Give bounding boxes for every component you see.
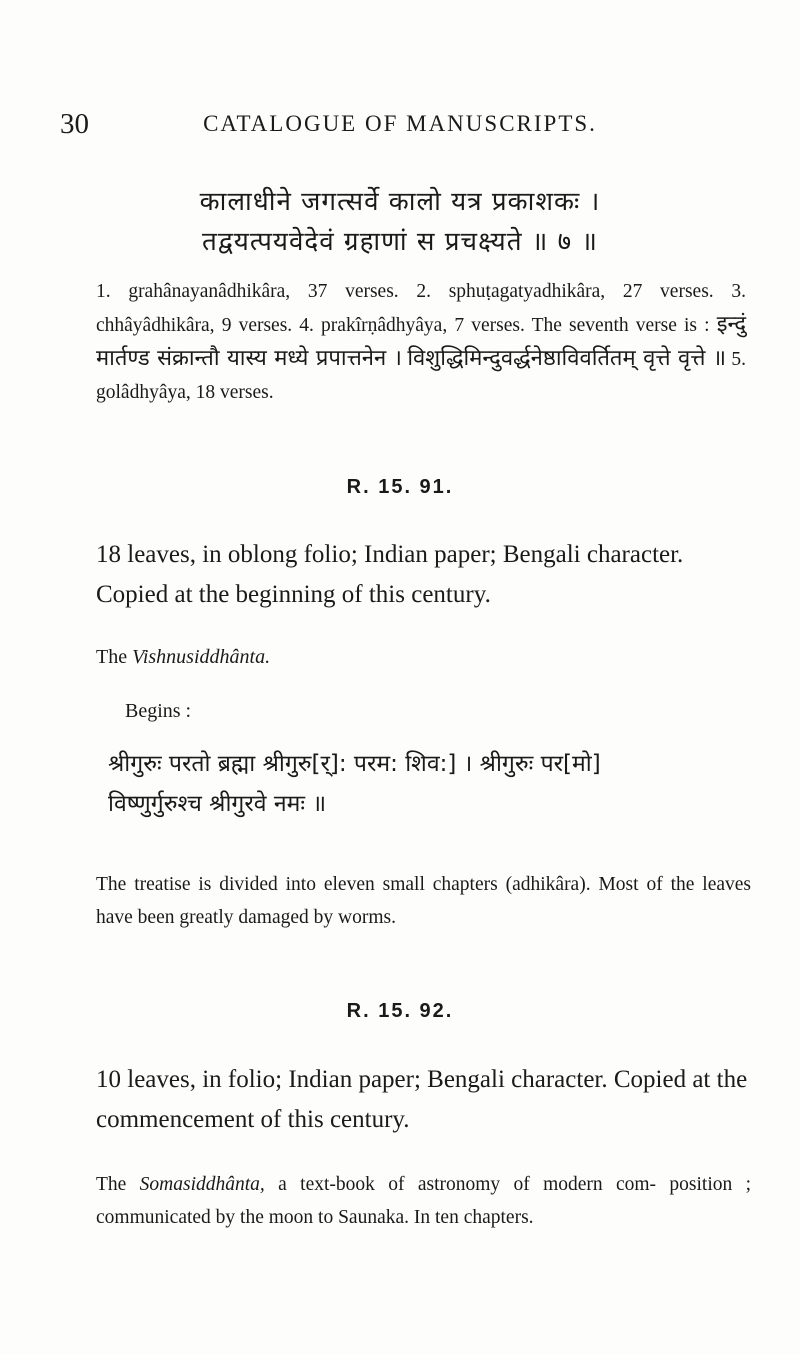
- begins-line-1: श्रीगुरुः परतो ब्रह्मा श्रीगुरु[र्]: परम: शिव:] । श्रीगुरुः पर[मो]: [108, 751, 601, 777]
- shelfmark-r-15-91: R. 15. 91.: [346, 476, 454, 498]
- entry2-title-prefix: The: [96, 1174, 127, 1195]
- entry1-title-line: [96, 646, 270, 669]
- contents-after: 5. golâdhyâya, 18 verses.: [96, 349, 747, 403]
- entry1-title: Vishnusiddhânta.: [132, 646, 271, 668]
- shelfmark-r-15-92: R. 15. 92.: [346, 1000, 454, 1022]
- verse-line-2: तद्वयत्पयवेदेवं ग्रहाणां स प्रचक्ष्यते ॥ ७ ॥: [202, 227, 598, 257]
- verse-line-1: कालाधीने जगत्सर्वे कालो यत्र प्रकाशकः ।: [199, 187, 601, 217]
- entry2-description: 10 leaves, in folio; Indian paper; Bengali character. Copied at the commencement of this century.: [96, 1066, 748, 1133]
- entry2-note-block: [96, 1168, 751, 1234]
- seventh-verse-b: विशुद्धिमिन्दुवर्द्धनेष्ठाविवर्तितम् वृत्ते वृत्ते ॥: [407, 346, 727, 371]
- contents-paragraph: [96, 275, 746, 409]
- running-head: CATALOGUE OF MANUSCRIPTS.: [203, 111, 597, 136]
- page-number: 30: [60, 108, 89, 140]
- entry1-description: 18 leaves, in oblong folio; Indian paper; Bengali character. Copied at the beginning of this century.: [96, 541, 684, 608]
- entry1-note: The treatise is divided into eleven small chapters (adhikâra). Most of the leaves have been greatly damaged by worms.: [96, 874, 751, 928]
- entry1-title-prefix: The: [96, 646, 128, 668]
- contents-text: 1. grahânayanâdhikâra, 37 verses. 2. sphuṭagatyadhikâra, 27 verses. 3. chhâyâdhikâra, 9 verses. 4. prakîrṇâdhyâya, 7 verses. The seventh verse is :: [96, 281, 746, 336]
- entry2-title: Somasiddhânta,: [139, 1174, 265, 1195]
- begins-label: Begins :: [125, 700, 192, 722]
- seventh-verse-a: इन्दुं मार्तण्ड संक्रान्तौ यास्य मध्ये प्रपात्तनेन ।: [96, 312, 747, 371]
- begins-line-2: विष्णुर्गुरुश्च श्रीगुरवे नमः ॥: [108, 791, 327, 817]
- entry2-note: a text-book of astronomy of modern com- position ; communicated by the moon to Saunaka. In ten chapters.: [96, 1174, 751, 1228]
